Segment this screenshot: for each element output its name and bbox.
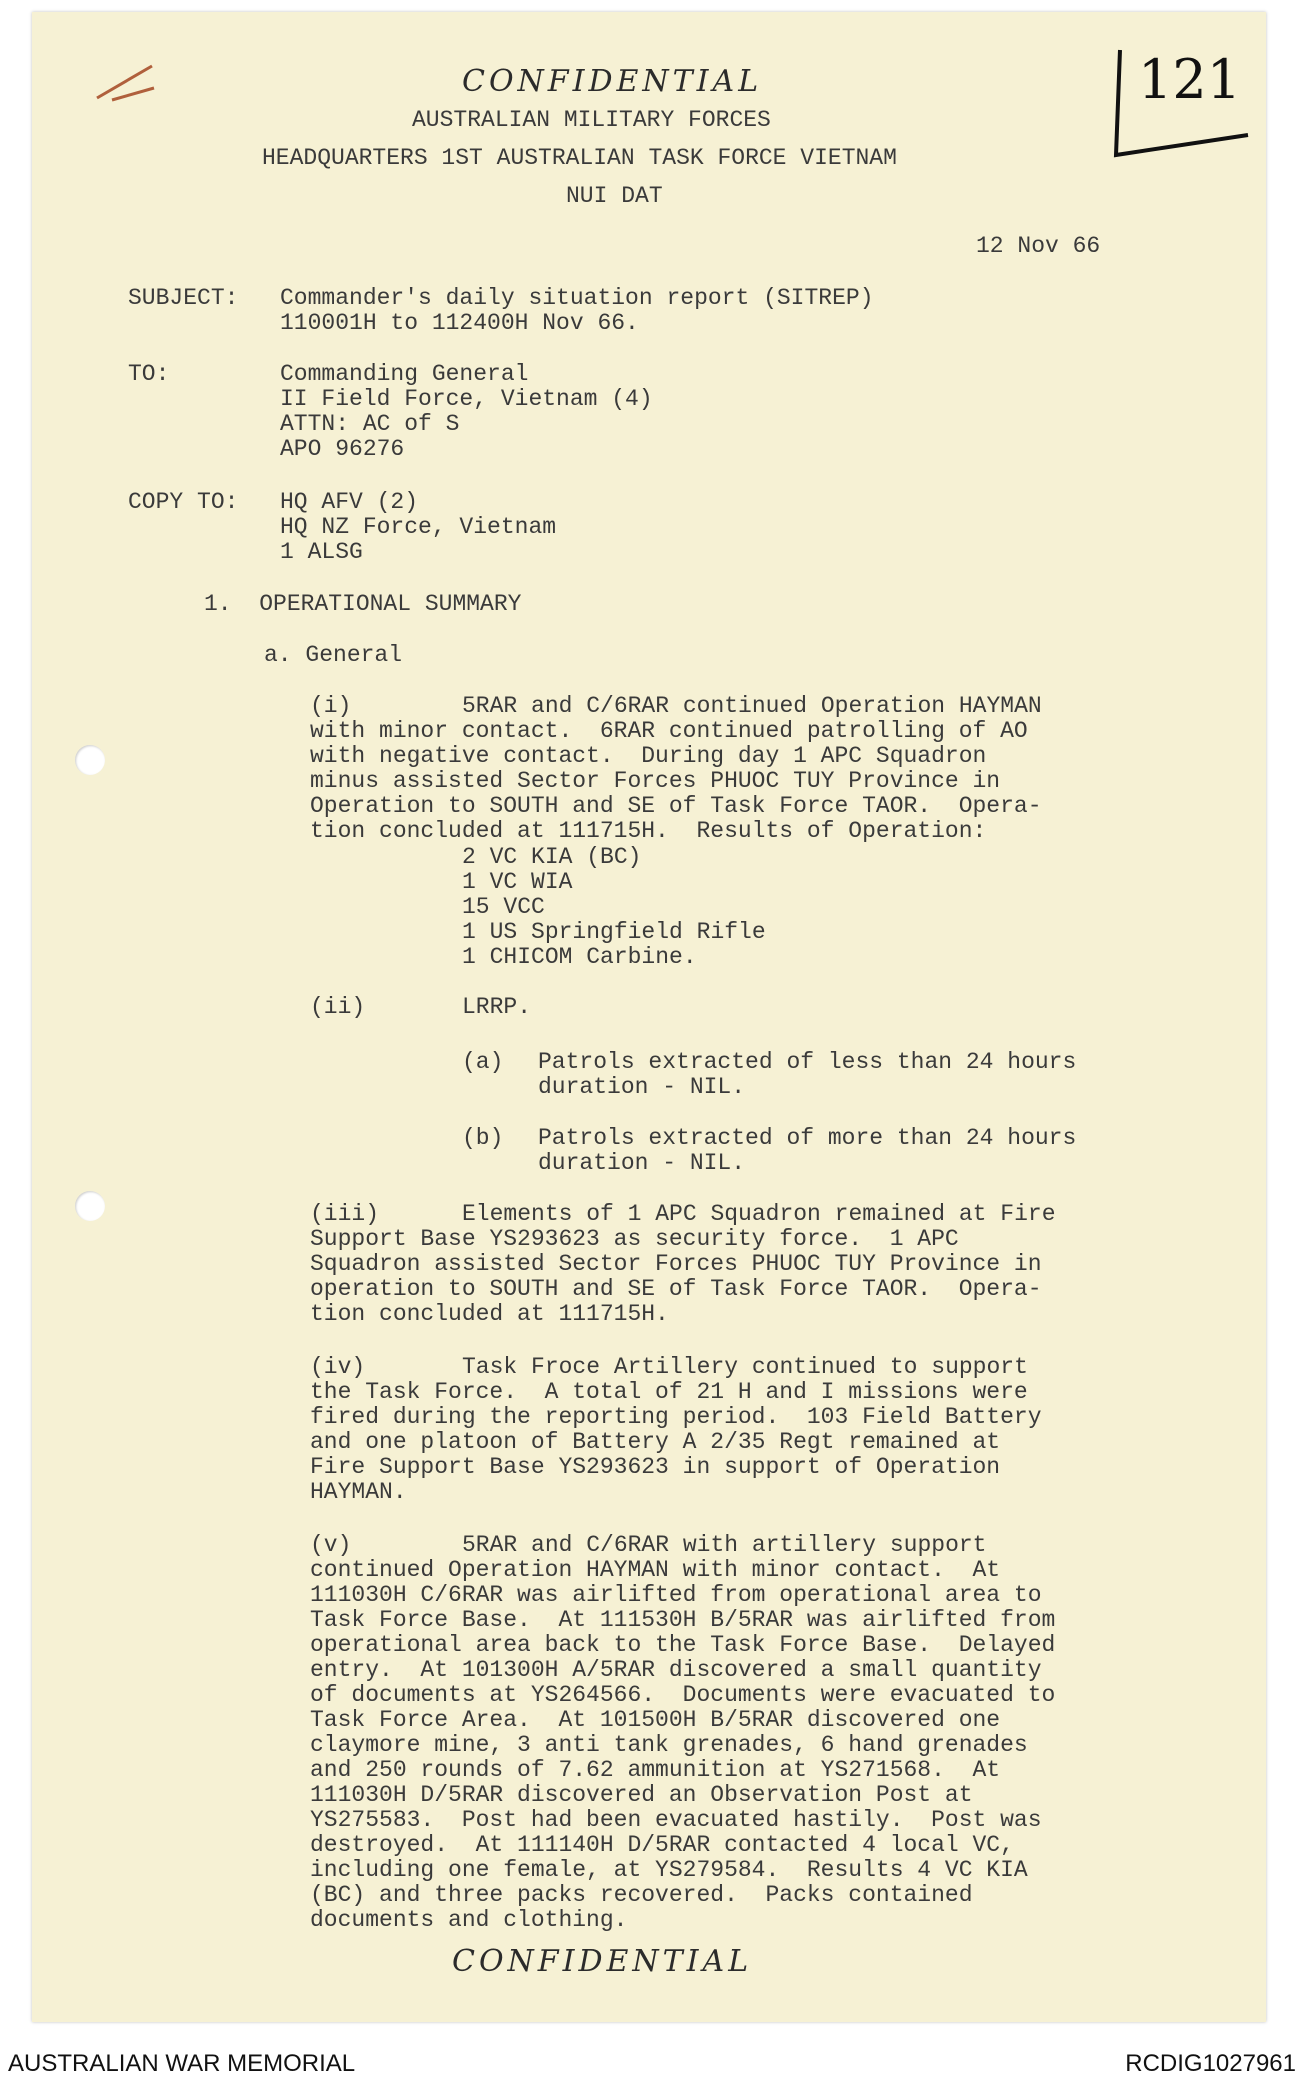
pen-mark — [92, 58, 162, 108]
para-v-line: including one female, at YS279584. Results 4 VC KIA — [310, 1857, 1028, 1883]
copy-to-line: HQ AFV (2) — [280, 489, 419, 515]
result-line: 1 CHICOM Carbine. — [462, 944, 697, 970]
header-line3: NUI DAT — [566, 183, 663, 209]
para-iii-line: tion concluded at 111715H. — [310, 1301, 669, 1327]
page-number: 121 — [1138, 48, 1242, 111]
footer-catalogue-id: RCDIG1027961 — [1125, 2050, 1296, 2077]
para-v-line: entry. At 101300H A/5RAR discovered a small quantity — [310, 1657, 1042, 1683]
confidential-stamp-bottom: CONFIDENTIAL — [452, 1944, 753, 1979]
result-line: 2 VC KIA (BC) — [462, 844, 642, 870]
document-date: 12 Nov 66 — [976, 233, 1101, 259]
para-v-line: Task Force Area. At 101500H B/5RAR discovered one — [310, 1707, 1001, 1733]
confidential-stamp-top: CONFIDENTIAL — [462, 64, 763, 99]
to-line: Commanding General — [280, 361, 529, 387]
para-v-line: YS275583. Post had been evacuated hastily. Post was — [310, 1807, 1042, 1833]
footer-source: AUSTRALIAN WAR MEMORIAL — [8, 2050, 356, 2077]
subject-label: SUBJECT: — [128, 285, 239, 311]
para-iii-line: Squadron assisted Sector Forces PHUOC TUY Province in — [310, 1251, 1042, 1277]
para-v-line: 5RAR and C/6RAR with artillery support — [462, 1532, 987, 1558]
to-line: II Field Force, Vietnam (4) — [280, 386, 653, 412]
para-v-line: continued Operation HAYMAN with minor contact. At — [310, 1557, 1001, 1583]
para-ii-title: LRRP. — [462, 994, 532, 1020]
copy-to-label: COPY TO: — [128, 489, 239, 515]
para-i-line: with minor contact. 6RAR continued patrolling of AO — [310, 718, 1028, 744]
punch-hole-top — [75, 745, 105, 775]
copy-to-line: HQ NZ Force, Vietnam — [280, 514, 557, 540]
para-iv-line: and one platoon of Battery A 2/35 Regt remained at — [310, 1429, 1001, 1455]
para-iv-line: Task Froce Artillery continued to support — [462, 1354, 1028, 1380]
result-line: 15 VCC — [462, 894, 545, 920]
para-v-line: and 250 rounds of 7.62 ammunition at YS271568. At — [310, 1757, 1001, 1783]
para-v-line: destroyed. At 111140H D/5RAR contacted 4 local VC, — [310, 1832, 1014, 1858]
para-i-line: tion concluded at 111715H. Results of Operation: — [310, 818, 987, 844]
to-label: TO: — [128, 361, 170, 387]
punch-hole-bottom — [75, 1191, 105, 1221]
para-ii-label: (ii) — [310, 994, 366, 1020]
para-iv-line: the Task Force. A total of 21 H and I missions were — [310, 1379, 1028, 1405]
para-i-line: with negative contact. During day 1 APC Squadron — [310, 743, 987, 769]
para-i-line: minus assisted Sector Forces PHUOC TUY Province in — [310, 768, 1001, 794]
para-v-line: of documents at YS264566. Documents were evacuated to — [310, 1682, 1056, 1708]
subject-line: Commander's daily situation report (SITREP) — [280, 285, 874, 311]
result-line: 1 VC WIA — [462, 869, 573, 895]
para-ii-a-label: (a) — [462, 1049, 504, 1075]
para-iii-label: (iii) — [310, 1201, 380, 1227]
to-line: ATTN: AC of S — [280, 411, 460, 437]
header-line2: HEADQUARTERS 1ST AUSTRALIAN TASK FORCE VIETNAM — [262, 145, 897, 171]
section-heading: 1. OPERATIONAL SUMMARY — [204, 591, 522, 617]
para-iii-line: Elements of 1 APC Squadron remained at Fire — [462, 1201, 1056, 1227]
para-v-line: 111030H D/5RAR discovered an Observation Post at — [310, 1782, 973, 1808]
para-v-line: (BC) and three packs recovered. Packs contained — [310, 1882, 973, 1908]
para-v-label: (v) — [310, 1532, 352, 1558]
para-iv-label: (iv) — [310, 1354, 366, 1380]
para-ii-b-label: (b) — [462, 1125, 504, 1151]
para-iv-line: Fire Support Base YS293623 in support of Operation — [310, 1454, 1001, 1480]
para-v-line: operational area back to the Task Force Base. Delayed — [310, 1632, 1056, 1658]
para-ii-b-line: Patrols extracted of more than 24 hours — [538, 1125, 1077, 1151]
para-v-line: Task Force Base. At 111530H B/5RAR was airlifted from — [310, 1607, 1056, 1633]
result-line: 1 US Springfield Rifle — [462, 919, 766, 945]
para-v-line: claymore mine, 3 anti tank grenades, 6 hand grenades — [310, 1732, 1028, 1758]
para-iv-line: HAYMAN. — [310, 1479, 407, 1505]
para-iii-line: Support Base YS293623 as security force. 1 APC — [310, 1226, 959, 1252]
subsection-heading: a. General — [264, 642, 403, 668]
para-ii-a-line: Patrols extracted of less than 24 hours — [538, 1049, 1077, 1075]
to-line: APO 96276 — [280, 436, 405, 462]
para-v-line: 111030H C/6RAR was airlifted from operational area to — [310, 1582, 1042, 1608]
header-line1: AUSTRALIAN MILITARY FORCES — [412, 107, 771, 133]
para-iv-line: fired during the reporting period. 103 Field Battery — [310, 1404, 1042, 1430]
para-ii-a-line: duration - NIL. — [538, 1074, 746, 1100]
para-iii-line: operation to SOUTH and SE of Task Force TAOR. Opera- — [310, 1276, 1042, 1302]
para-i-label: (i) — [310, 693, 352, 719]
para-ii-b-line: duration - NIL. — [538, 1150, 746, 1176]
copy-to-line: 1 ALSG — [280, 539, 363, 565]
subject-line: 110001H to 112400H Nov 66. — [280, 310, 639, 336]
para-v-line: documents and clothing. — [310, 1907, 628, 1933]
para-i-line: Operation to SOUTH and SE of Task Force TAOR. Opera- — [310, 793, 1042, 819]
para-i-line: 5RAR and C/6RAR continued Operation HAYMAN — [462, 693, 1042, 719]
